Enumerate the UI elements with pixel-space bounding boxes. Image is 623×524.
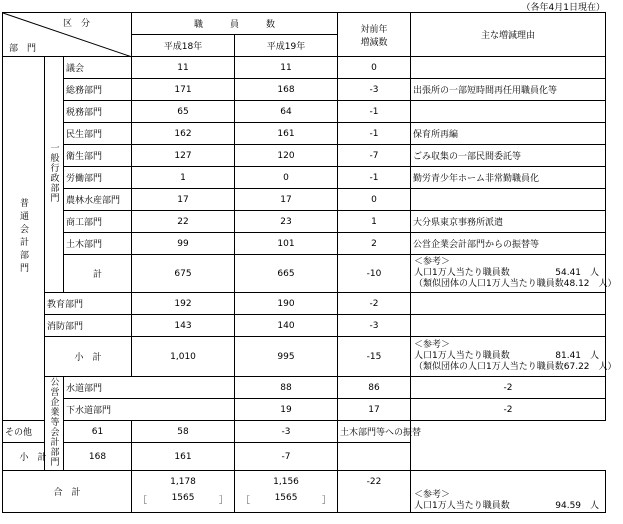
- header-h18: 平成18年: [132, 35, 235, 57]
- row-name: 総務部門: [64, 79, 132, 101]
- row-h19: 101: [235, 233, 338, 255]
- shoubou-name: 消防部門: [45, 315, 132, 337]
- row-name: 民生部門: [64, 123, 132, 145]
- row-reason: [411, 189, 606, 211]
- row-name: その他: [3, 421, 64, 443]
- row-h18: 65: [132, 101, 235, 123]
- row-diff: -1: [338, 167, 411, 189]
- staff-count-table: [2, 12, 617, 513]
- row-h19: 23: [235, 211, 338, 233]
- row-diff: -3: [235, 421, 338, 443]
- ippan-total-h18: 675: [132, 255, 235, 293]
- row-h19: 64: [235, 101, 338, 123]
- header-taizen: 対前年 増減数: [338, 13, 411, 57]
- row-name: 商工部門: [64, 211, 132, 233]
- group-kouei: 公営企業等会計部門: [45, 377, 64, 471]
- shoubou-h19: 140: [235, 315, 338, 337]
- futsuu-total-h18: 1,010: [132, 337, 235, 377]
- row-diff: -7: [338, 145, 411, 167]
- row-diff: -2: [411, 377, 606, 399]
- row-diff: 2: [338, 233, 411, 255]
- shoubou-h18: 143: [132, 315, 235, 337]
- kouei-total-h19: 161: [132, 443, 235, 471]
- row-h18: 61: [64, 421, 132, 443]
- row-h19: 17: [235, 189, 338, 211]
- header-riyuu: 主な増減理由: [411, 13, 606, 57]
- row-name: 労働部門: [64, 167, 132, 189]
- futsuu-total-diff: -15: [338, 337, 411, 377]
- row-h19: 120: [235, 145, 338, 167]
- grand-total-h19: 1,156: [273, 477, 299, 487]
- row-reason: [411, 57, 606, 79]
- grand-total-h18: 1,178: [170, 477, 196, 487]
- header-shokuinsu: 職 員 数: [132, 13, 338, 35]
- kyouiku-h19: 190: [235, 293, 338, 315]
- row-reason: 勤労青少年ホーム非常勤職員化: [411, 167, 606, 189]
- grand-total-h19-cell: 1,156 ［ 1565 ］: [235, 471, 338, 513]
- row-reason: ごみ収集の一部民間委託等: [411, 145, 606, 167]
- ippan-total-label: 計: [64, 255, 132, 293]
- row-diff: -3: [338, 79, 411, 101]
- header-h19: 平成19年: [235, 35, 338, 57]
- futsuu-total-reference: ＜参考＞ 人口1万人当たり職員数 81.41 人 （類似団体の人口1万人当たり職員数 67.22 人）: [411, 337, 606, 377]
- row-diff: -1: [338, 123, 411, 145]
- row-name: 水道部門: [64, 377, 235, 399]
- row-reason: [411, 101, 606, 123]
- kouei-total-diff: -7: [235, 443, 338, 471]
- kyouiku-diff: -2: [338, 293, 411, 315]
- header-kubun: 区 分: [63, 19, 91, 29]
- kyouiku-h18: 192: [132, 293, 235, 315]
- grand-total-label: 合 計: [3, 471, 132, 513]
- grand-total-h18-cell: 1,178 ［ 1565 ］: [132, 471, 235, 513]
- shoubou-reason: [411, 315, 606, 337]
- row-h18: 19: [235, 399, 338, 421]
- row-h18: 1: [132, 167, 235, 189]
- row-h19: 58: [132, 421, 235, 443]
- row-h19: 161: [235, 123, 338, 145]
- row-reason: 保育所再編: [411, 123, 606, 145]
- row-h19: 0: [235, 167, 338, 189]
- row-h18: 127: [132, 145, 235, 167]
- grand-total-diff: -22: [338, 471, 411, 513]
- grand-total-h19-bracket: 1565: [274, 493, 298, 503]
- row-h19: 86: [338, 377, 411, 399]
- kouei-total-h18: 168: [64, 443, 132, 471]
- header-bumon: 部 門: [9, 44, 37, 54]
- kouei-total-label: 小 計: [3, 443, 64, 471]
- row-name: 衛生部門: [64, 145, 132, 167]
- futsuu-total-h19: 995: [235, 337, 338, 377]
- row-h19: 17: [338, 399, 411, 421]
- row-name: 下水道部門: [64, 399, 235, 421]
- row-h18: 17: [132, 189, 235, 211]
- date-note: （各年4月1日現在）: [521, 3, 605, 13]
- header-corner: [3, 13, 132, 57]
- group-ippan: 一般行政部門: [45, 57, 64, 293]
- row-name: 税務部門: [64, 101, 132, 123]
- row-h18: 99: [132, 233, 235, 255]
- row-h18: 22: [132, 211, 235, 233]
- row-name: 土木部門: [64, 233, 132, 255]
- row-reason: 公営企業会計部門からの振替等: [411, 233, 606, 255]
- row-h18: 11: [132, 57, 235, 79]
- row-reason: 出張所の一部短時間再任用職員化等: [411, 79, 606, 101]
- row-name: 農林水産部門: [64, 189, 132, 211]
- kyouiku-reason: [411, 293, 606, 315]
- row-h19: 11: [235, 57, 338, 79]
- ippan-total-reference: ＜参考＞ 人口1万人当たり職員数 54.41 人 （類似団体の人口1万人当たり職員数 48.12 人）: [411, 255, 606, 293]
- row-diff: -2: [411, 399, 606, 421]
- row-diff: 1: [338, 211, 411, 233]
- row-reason: 土木部門等への振替: [338, 421, 411, 443]
- row-diff: -1: [338, 101, 411, 123]
- row-h18: 171: [132, 79, 235, 101]
- row-h19: 168: [235, 79, 338, 101]
- ippan-total-diff: -10: [338, 255, 411, 293]
- grand-total-h18-bracket: 1565: [171, 493, 195, 503]
- row-diff: 0: [338, 57, 411, 79]
- shoubou-diff: -3: [338, 315, 411, 337]
- row-name: 議会: [64, 57, 132, 79]
- group-futsuu: 普通会計部門: [3, 57, 45, 421]
- kyouiku-name: 教育部門: [45, 293, 132, 315]
- row-h18: 162: [132, 123, 235, 145]
- row-diff: 0: [338, 189, 411, 211]
- futsuu-total-label: 小 計: [45, 337, 132, 377]
- grand-total-reference: ＜参考＞ 人口1万人当たり職員数 94.59 人: [411, 471, 606, 513]
- row-h18: 88: [235, 377, 338, 399]
- kouei-total-reason: [338, 443, 411, 471]
- ippan-total-h19: 665: [235, 255, 338, 293]
- row-reason: 大分県東京事務所派遣: [411, 211, 606, 233]
